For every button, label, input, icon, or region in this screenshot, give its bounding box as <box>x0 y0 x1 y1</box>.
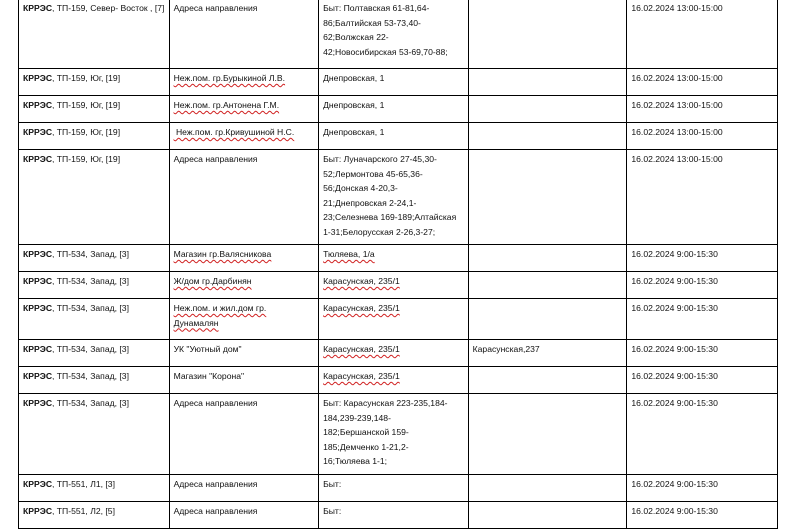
cell-address: Тюляева, 1/а <box>319 245 469 272</box>
cell-network-info: КРРЭС, ТП-159, Юг, [19] <box>19 69 170 96</box>
cell-network-info: КРРЭС, ТП-534, Запад, [3] <box>19 299 170 340</box>
cell-address: Карасунская, 235/1 <box>319 340 469 367</box>
cell-network-info: КРРЭС, ТП-551, Л2, [5] <box>19 502 170 529</box>
cell-network-info: КРРЭС, ТП-534, Запад, [3] <box>19 245 170 272</box>
cell-datetime: 16.02.2024 13:00-15:00 <box>627 69 778 96</box>
cell-address: Карасунская, 235/1 <box>319 299 469 340</box>
cell-address: Днепровская, 1 <box>319 96 469 123</box>
cell-network-info: КРРЭС, ТП-159, Юг, [19] <box>19 123 170 150</box>
cell-address: Днепровская, 1 <box>319 123 469 150</box>
cell-address: Быт: <box>319 475 469 502</box>
cell-network-info: КРРЭС, ТП-534, Запад, [3] <box>19 340 170 367</box>
cell-datetime: 16.02.2024 9:00-15:30 <box>627 475 778 502</box>
cell-datetime: 16.02.2024 13:00-15:00 <box>627 96 778 123</box>
table-row <box>19 245 778 272</box>
cell-object: Адреса направления <box>169 475 319 502</box>
cell-extra <box>468 272 627 299</box>
cell-network-info: КРРЭС, ТП-534, Запад, [3] <box>19 367 170 394</box>
cell-extra <box>468 69 627 96</box>
cell-object: Магазин гр.Валясникова <box>169 245 319 272</box>
table-row <box>19 150 778 245</box>
cell-object: Адреса направления <box>169 150 319 245</box>
cell-address: Карасунская, 235/1 <box>319 367 469 394</box>
cell-extra: Карасунская,237 <box>468 340 627 367</box>
outage-table <box>18 0 778 529</box>
table-row <box>19 272 778 299</box>
table-row <box>19 502 778 529</box>
cell-object: Адреса направления <box>169 394 319 475</box>
cell-network-info: КРРЭС, ТП-159, Юг, [19] <box>19 150 170 245</box>
cell-object: Адреса направления <box>169 502 319 529</box>
cell-network-info: КРРЭС, ТП-159, Север- Восток , [7] <box>19 0 170 69</box>
cell-address: Быт: Полтавская 61-81,64- 86;Балтийская 53-73,40- 62;Волжская 22- 42;Новосибирская 53-69,70-88; <box>319 0 469 69</box>
cell-object: Неж.пом. и жил.дом гр. Дунамалян <box>169 299 319 340</box>
cell-datetime: 16.02.2024 9:00-15:30 <box>627 502 778 529</box>
table-row <box>19 475 778 502</box>
cell-datetime: 16.02.2024 9:00-15:30 <box>627 299 778 340</box>
cell-address: Быт: Карасунская 223-235,184- 184,239-239,148- 182;Бершанской 159- 185;Демченко 1-21,2- 16;Тюляева 1-1; <box>319 394 469 475</box>
table-row <box>19 394 778 475</box>
cell-extra <box>468 394 627 475</box>
cell-object: Неж.пом. гр.Кривушиной Н.С. <box>169 123 319 150</box>
cell-extra <box>468 299 627 340</box>
cell-datetime: 16.02.2024 13:00-15:00 <box>627 0 778 69</box>
cell-network-info: КРРЭС, ТП-159, Юг, [19] <box>19 96 170 123</box>
cell-extra <box>468 245 627 272</box>
cell-extra <box>468 96 627 123</box>
cell-datetime: 16.02.2024 9:00-15:30 <box>627 394 778 475</box>
cell-address: Быт: <box>319 502 469 529</box>
cell-extra <box>468 367 627 394</box>
table-row <box>19 123 778 150</box>
cell-object: УК "Уютный дом" <box>169 340 319 367</box>
table-row <box>19 340 778 367</box>
cell-network-info: КРРЭС, ТП-534, Запад, [3] <box>19 394 170 475</box>
cell-extra <box>468 475 627 502</box>
cell-address: Днепровская, 1 <box>319 69 469 96</box>
table-row <box>19 69 778 96</box>
cell-address: Карасунская, 235/1 <box>319 272 469 299</box>
cell-object: Адреса направления <box>169 0 319 69</box>
cell-address: Быт: Луначарского 27-45,30- 52;Лермонтова 45-65,36- 56;Донская 4-20,3- 21;Днепровская 2-24,1- 23;Селезнева 169-189;Алтайская 1-31;Белорусская 2-26,3-27; <box>319 150 469 245</box>
cell-datetime: 16.02.2024 9:00-15:30 <box>627 245 778 272</box>
cell-datetime: 16.02.2024 13:00-15:00 <box>627 123 778 150</box>
cell-object: Неж.пом. гр.Бурыкиной Л.В. <box>169 69 319 96</box>
table-row <box>19 367 778 394</box>
cell-network-info: КРРЭС, ТП-551, Л1, [3] <box>19 475 170 502</box>
cell-object: Неж.пом. гр.Антонена Г.М. <box>169 96 319 123</box>
cell-network-info: КРРЭС, ТП-534, Запад, [3] <box>19 272 170 299</box>
cell-datetime: 16.02.2024 9:00-15:30 <box>627 367 778 394</box>
cell-object: Ж/дом гр.Дарбинян <box>169 272 319 299</box>
cell-extra <box>468 123 627 150</box>
cell-extra <box>468 0 627 69</box>
cell-datetime: 16.02.2024 9:00-15:30 <box>627 272 778 299</box>
cell-datetime: 16.02.2024 13:00-15:00 <box>627 150 778 245</box>
cell-datetime: 16.02.2024 9:00-15:30 <box>627 340 778 367</box>
table-row <box>19 96 778 123</box>
cell-extra <box>468 502 627 529</box>
table-row <box>19 0 778 69</box>
table-row <box>19 299 778 340</box>
cell-extra <box>468 150 627 245</box>
cell-object: Магазин "Корона" <box>169 367 319 394</box>
